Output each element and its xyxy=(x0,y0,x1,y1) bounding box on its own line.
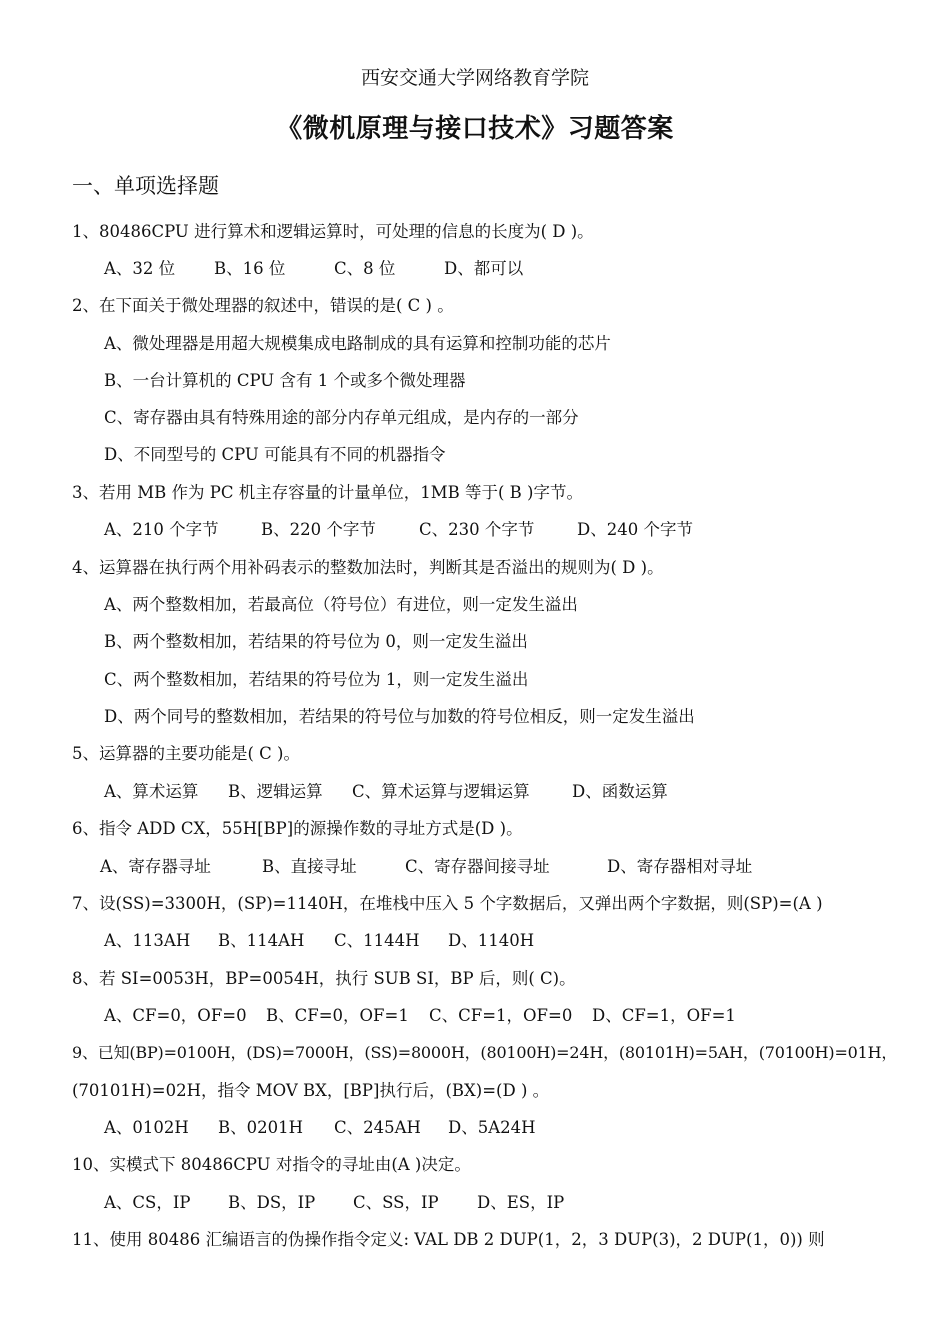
question-2-option-a: A、微处理器是用超大规模集成电路制成的具有运算和控制功能的芯片 xyxy=(104,334,611,353)
question-11-stem: 11、使用 80486 汇编语言的伪操作指令定义: VAL DB 2 DUP(1，2，3 DUP(3)，2 DUP(1，0)) 则 xyxy=(72,1230,825,1249)
option-d: D、ES，IP xyxy=(477,1193,565,1212)
option-c: C、8 位 xyxy=(334,259,396,278)
option-b: B、逻辑运算 xyxy=(228,782,323,801)
option-c: C、245AH xyxy=(334,1118,421,1137)
option-d: D、240 个字节 xyxy=(577,520,693,539)
question-9-options xyxy=(104,1116,536,1140)
question-2-option-b: B、一台计算机的 CPU 含有 1 个或多个微处理器 xyxy=(104,371,466,390)
option-d: D、函数运算 xyxy=(572,782,668,801)
option-b: B、0201H xyxy=(218,1118,304,1137)
option-b: B、220 个字节 xyxy=(261,520,376,539)
question-10-options xyxy=(104,1191,564,1215)
question-7-stem: 7、设(SS)=3300H，(SP)=1140H，在堆栈中压入 5 个字数据后，又弹出两个字数据，则(SP)=(A ) xyxy=(72,894,823,913)
option-a: A、寄存器寻址 xyxy=(100,857,211,876)
option-a: A、210 个字节 xyxy=(104,520,219,539)
question-3-stem: 3、若用 MB 作为 PC 机主存容量的计量单位，1MB 等于( B )字节。 xyxy=(72,483,583,502)
document-title: 《微机原理与接口技术》习题答案 xyxy=(276,114,674,144)
question-5-options xyxy=(104,780,668,804)
option-c: C、SS，IP xyxy=(353,1193,439,1212)
option-a: A、0102H xyxy=(104,1118,189,1137)
question-1-stem: 1、80486CPU 进行算术和逻辑运算时，可处理的信息的长度为( D )。 xyxy=(72,222,594,241)
option-c: C、算术运算与逻辑运算 xyxy=(352,782,530,801)
question-3-options xyxy=(104,518,693,542)
question-8-stem: 8、若 SI=0053H，BP=0054H，执行 SUB SI，BP 后，则( C)。 xyxy=(72,969,576,988)
question-6-options xyxy=(100,855,752,879)
question-2-stem: 2、在下面关于微处理器的叙述中，错误的是( C ) 。 xyxy=(72,296,454,315)
question-8-options xyxy=(104,1004,736,1028)
question-9-stem-continued: (70101H)=02H，指令 MOV BX，[BP]执行后，(BX)=(D ) 。 xyxy=(72,1081,550,1100)
question-10-stem: 10、实模式下 80486CPU 对指令的寻址由(A )决定。 xyxy=(72,1155,471,1174)
question-4-option-b: B、两个整数相加，若结果的符号位为 0，则一定发生溢出 xyxy=(104,632,528,651)
option-a: A、CS，IP xyxy=(104,1193,191,1212)
question-2-option-c: C、寄存器由具有特殊用途的部分内存单元组成，是内存的一部分 xyxy=(104,408,579,427)
question-5-stem: 5、运算器的主要功能是( C )。 xyxy=(72,744,300,763)
question-7-options xyxy=(104,929,534,953)
question-1-options xyxy=(104,257,523,281)
question-4-option-a: A、两个整数相加，若最高位（符号位）有进位，则一定发生溢出 xyxy=(104,595,578,614)
question-9-stem: 9、已知(BP)=0100H，(DS)=7000H，(SS)=8000H，(80100H)=24H，(80101H)=5AH，(70100H)=01H， xyxy=(72,1043,898,1062)
option-d: D、寄存器相对寻址 xyxy=(607,857,753,876)
option-d: D、CF=1，OF=1 xyxy=(592,1006,736,1025)
institution-name: 西安交通大学网络教育学院 xyxy=(360,67,589,89)
option-b: B、直接寻址 xyxy=(262,857,357,876)
option-a: A、32 位 xyxy=(104,259,176,278)
option-b: B、DS，IP xyxy=(228,1193,316,1212)
question-2-option-d: D、不同型号的 CPU 可能具有不同的机器指令 xyxy=(104,445,446,464)
option-b: B、114AH xyxy=(218,931,305,950)
question-4-option-d: D、两个同号的整数相加，若结果的符号位与加数的符号位相反，则一定发生溢出 xyxy=(104,707,695,726)
option-d: D、5A24H xyxy=(448,1118,536,1137)
option-a: A、113AH xyxy=(104,931,191,950)
option-c: C、1144H xyxy=(334,931,420,950)
option-d: D、都可以 xyxy=(444,259,524,278)
section-heading: 一、单项选择题 xyxy=(72,174,219,198)
question-4-stem: 4、运算器在执行两个用补码表示的整数加法时，判断其是否溢出的规则为( D )。 xyxy=(72,558,664,577)
option-c: C、寄存器间接寻址 xyxy=(405,857,550,876)
option-b: B、16 位 xyxy=(214,259,286,278)
option-b: B、CF=0，OF=1 xyxy=(266,1006,409,1025)
option-a: A、算术运算 xyxy=(104,782,199,801)
question-6-stem: 6、指令 ADD CX，55H[BP]的源操作数的寻址方式是(D )。 xyxy=(72,819,523,838)
option-d: D、1140H xyxy=(448,931,535,950)
option-c: C、CF=1，OF=0 xyxy=(429,1006,573,1025)
option-c: C、230 个字节 xyxy=(419,520,535,539)
question-4-option-c: C、两个整数相加，若结果的符号位为 1，则一定发生溢出 xyxy=(104,670,529,689)
option-a: A、CF=0，OF=0 xyxy=(104,1006,247,1025)
